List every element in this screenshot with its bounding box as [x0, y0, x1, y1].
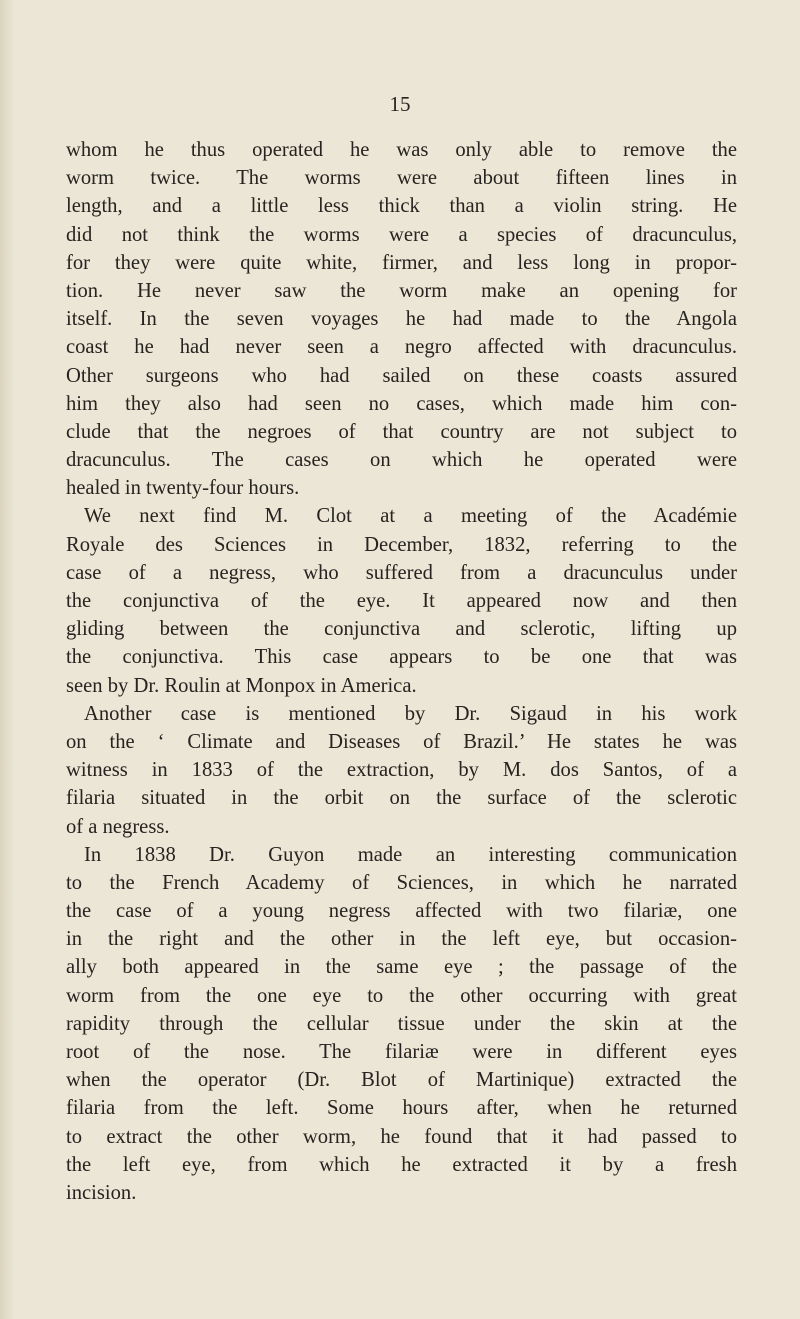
- text-line: itself. In the seven voyages he had made to the Angola: [66, 308, 737, 331]
- text-line: did not think the worms were a species of dracunculus,: [66, 223, 737, 246]
- text-line: worm twice. The worms were about fifteen lines in: [66, 167, 737, 190]
- text-line: him they also had seen no cases, which made him con-: [66, 392, 737, 415]
- text-line: in the right and the other in the left eye, but occasion-: [66, 928, 737, 951]
- text-line: healed in twenty-four hours.: [66, 477, 300, 500]
- paragraph: [66, 502, 737, 699]
- page-number: 15: [389, 92, 411, 116]
- text-line: when the operator (Dr. Blot of Martinique) extracted the: [66, 1069, 737, 1092]
- text-line: case of a negress, who suffered from a dracunculus under: [66, 561, 737, 584]
- text-line: coast he had never seen a negro affected with dracunculus.: [66, 336, 737, 359]
- text-line: Other surgeons who had sailed on these coasts assured: [66, 364, 737, 387]
- paragraph: [66, 136, 737, 502]
- text-line: to extract the other worm, he found that it had passed to: [66, 1125, 737, 1148]
- text-line: the conjunctiva of the eye. It appeared now and then: [66, 590, 737, 612]
- body-text: [66, 136, 737, 1207]
- text-line: dracunculus. The cases on which he operated were: [66, 449, 737, 472]
- page-edge-shadow: [0, 0, 14, 1319]
- text-line: of a negress.: [66, 815, 170, 838]
- text-line: In 1838 Dr. Guyon made an interesting communication: [84, 843, 737, 866]
- text-line: the conjunctiva. This case appears to be one that was: [66, 646, 737, 669]
- text-line: whom he thus operated he was only able to remove the: [66, 139, 737, 161]
- text-line: on the ‘ Climate and Diseases of Brazil.’ He states he was: [66, 730, 737, 753]
- text-line: We next find M. Clot at a meeting of the Académie: [84, 505, 737, 528]
- paragraph: [66, 700, 737, 841]
- text-line: incision.: [66, 1181, 137, 1204]
- text-line: root of the nose. The filariæ were in different eyes: [66, 1041, 737, 1063]
- text-line: Royale des Sciences in December, 1832, referring to the: [66, 533, 737, 556]
- text-line: the left eye, from which he extracted it by a fresh: [66, 1153, 737, 1176]
- text-line: length, and a little less thick than a violin string. He: [66, 195, 737, 218]
- text-line: clude that the negroes of that country are not subject to: [66, 420, 737, 443]
- text-line: to the French Academy of Sciences, in which he narrated: [66, 871, 737, 894]
- text-line: filaria from the left. Some hours after, when he returned: [66, 1097, 737, 1120]
- text-line: rapidity through the cellular tissue under the skin at the: [66, 1012, 737, 1035]
- text-line: gliding between the conjunctiva and sclerotic, lifting up: [66, 618, 737, 641]
- text-line: Another case is mentioned by Dr. Sigaud in his work: [84, 702, 737, 725]
- text-line: for they were quite white, firmer, and less long in propor-: [66, 251, 737, 274]
- text-line: ally both appeared in the same eye ; the passage of the: [66, 956, 737, 979]
- text-line: worm from the one eye to the other occurring with great: [66, 984, 737, 1007]
- text-line: tion. He never saw the worm make an opening for: [66, 279, 737, 302]
- paragraph: [66, 841, 737, 1207]
- text-line: the case of a young negress affected with two filariæ, one: [66, 900, 737, 923]
- text-line: seen by Dr. Roulin at Monpox in America.: [66, 674, 417, 697]
- text-line: filaria situated in the orbit on the surface of the sclerotic: [66, 787, 737, 810]
- text-line: witness in 1833 of the extraction, by M. dos Santos, of a: [66, 759, 737, 782]
